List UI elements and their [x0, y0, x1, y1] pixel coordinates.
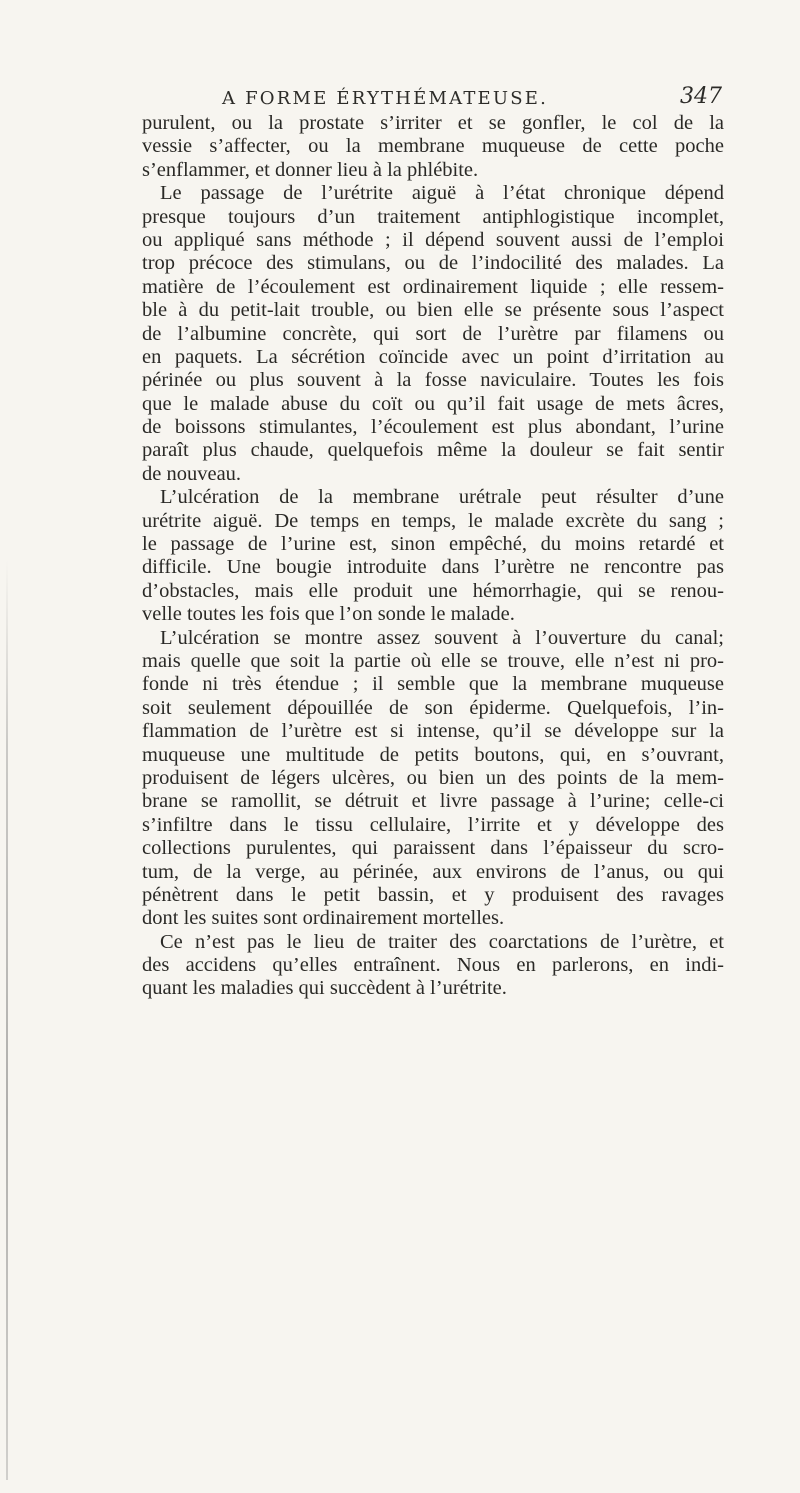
text-line: presque toujours d’un traitement antiphlogistique incomplet,: [142, 205, 724, 228]
text-line: muqueuse une multitude de petits boutons, qui, en s’ouvrant,: [142, 743, 724, 766]
text-line: purulent, ou la prostate s’irriter et se gonfler, le col de la: [142, 112, 724, 134]
text-line: des accidens qu’elles entraînent. Nous en parlerons, en indi-: [142, 954, 724, 977]
text-line: mais quelle que soit la partie où elle se trouve, elle n’est ni pro-: [142, 649, 724, 672]
text-line: dont les suites sont ordinairement mortelles.: [142, 907, 505, 930]
text-line: flammation de l’urètre est si intense, qu’il se développe sur la: [142, 720, 724, 743]
text-line: pénètrent dans le petit bassin, et y produisent des ravages: [142, 883, 724, 906]
text-line: L’ulcération se montre assez souvent à l’ouverture du canal;: [160, 626, 724, 649]
text-line: produisent de légers ulcères, ou bien un des points de la mem-: [142, 766, 724, 789]
text-line: périnée ou plus souvent à la fosse naviculaire. Toutes les fois: [142, 369, 724, 392]
text-line: fonde ni très étendue ; il semble que la membrane muqueuse: [142, 673, 724, 696]
page-number: 347: [680, 84, 722, 109]
text-line: de l’albumine concrète, qui sort de l’urètre par filamens ou: [142, 322, 724, 345]
text-line: brane se ramollit, se détruit et livre passage à l’urine; celle-ci: [142, 790, 724, 813]
text-line: paraît plus chaude, quelquefois même la douleur se fait sentir: [142, 439, 724, 462]
text-line: ou appliqué sans méthode ; il dépend souvent aussi de l’emploi: [142, 228, 724, 251]
running-title: A FORME ÉRYTHÉMATEUSE.: [222, 88, 549, 109]
text-line: d’obstacles, mais elle produit une hémorrhagie, qui se renou-: [142, 579, 724, 602]
text-line: de nouveau.: [142, 462, 242, 485]
text-line: quant les maladies qui succèdent à l’urétrite.: [142, 977, 507, 1000]
text-line: que le malade abuse du coït ou qu’il fait usage de mets âcres,: [142, 392, 724, 415]
text-line: Le passage de l’urétrite aiguë à l’état chronique dépend: [160, 182, 724, 205]
text-line: vessie s’affecter, ou la membrane muqueuse de cette poche: [142, 135, 724, 158]
body-text: [142, 112, 724, 1001]
text-line: s’infiltre dans le tissu cellulaire, l’irrite et y développe des: [142, 813, 724, 836]
text-line: Ce n’est pas le lieu de traiter des coarctations de l’urètre, et: [160, 930, 724, 953]
text-line: ble à du petit-lait trouble, ou bien elle se présente sous l’aspect: [142, 299, 724, 322]
text-line: collections purulentes, qui paraissent dans l’épaisseur du scro-: [142, 837, 724, 860]
page-gutter-shadow: [6, 560, 8, 1480]
text-line: de boissons stimulantes, l’écoulement est plus abondant, l’urine: [142, 416, 724, 439]
text-line: s’enflammer, et donner lieu à la phlébite.: [142, 158, 479, 181]
text-line: matière de l’écoulement est ordinairement liquide ; elle ressem-: [142, 275, 724, 298]
text-line: L’ulcération de la membrane urétrale peut résulter d’une: [160, 486, 724, 509]
text-line: soit seulement dépouillée de son épiderme. Quelquefois, l’in-: [142, 696, 724, 719]
text-line: trop précoce des stimulans, ou de l’indocilité des malades. La: [142, 252, 724, 275]
text-line: le passage de l’urine est, sinon empêché, du moins retardé et: [142, 533, 724, 556]
text-line: en paquets. La sécrétion coïncide avec un point d’irritation au: [142, 345, 724, 368]
text-line: tum, de la verge, au périnée, aux environs de l’anus, ou qui: [142, 860, 724, 883]
text-line: urétrite aiguë. De temps en temps, le malade excrète du sang ;: [142, 509, 724, 532]
text-line: velle toutes les fois que l’on sonde le malade.: [142, 603, 515, 626]
text-line: difficile. Une bougie introduite dans l’urètre ne rencontre pas: [142, 556, 724, 579]
